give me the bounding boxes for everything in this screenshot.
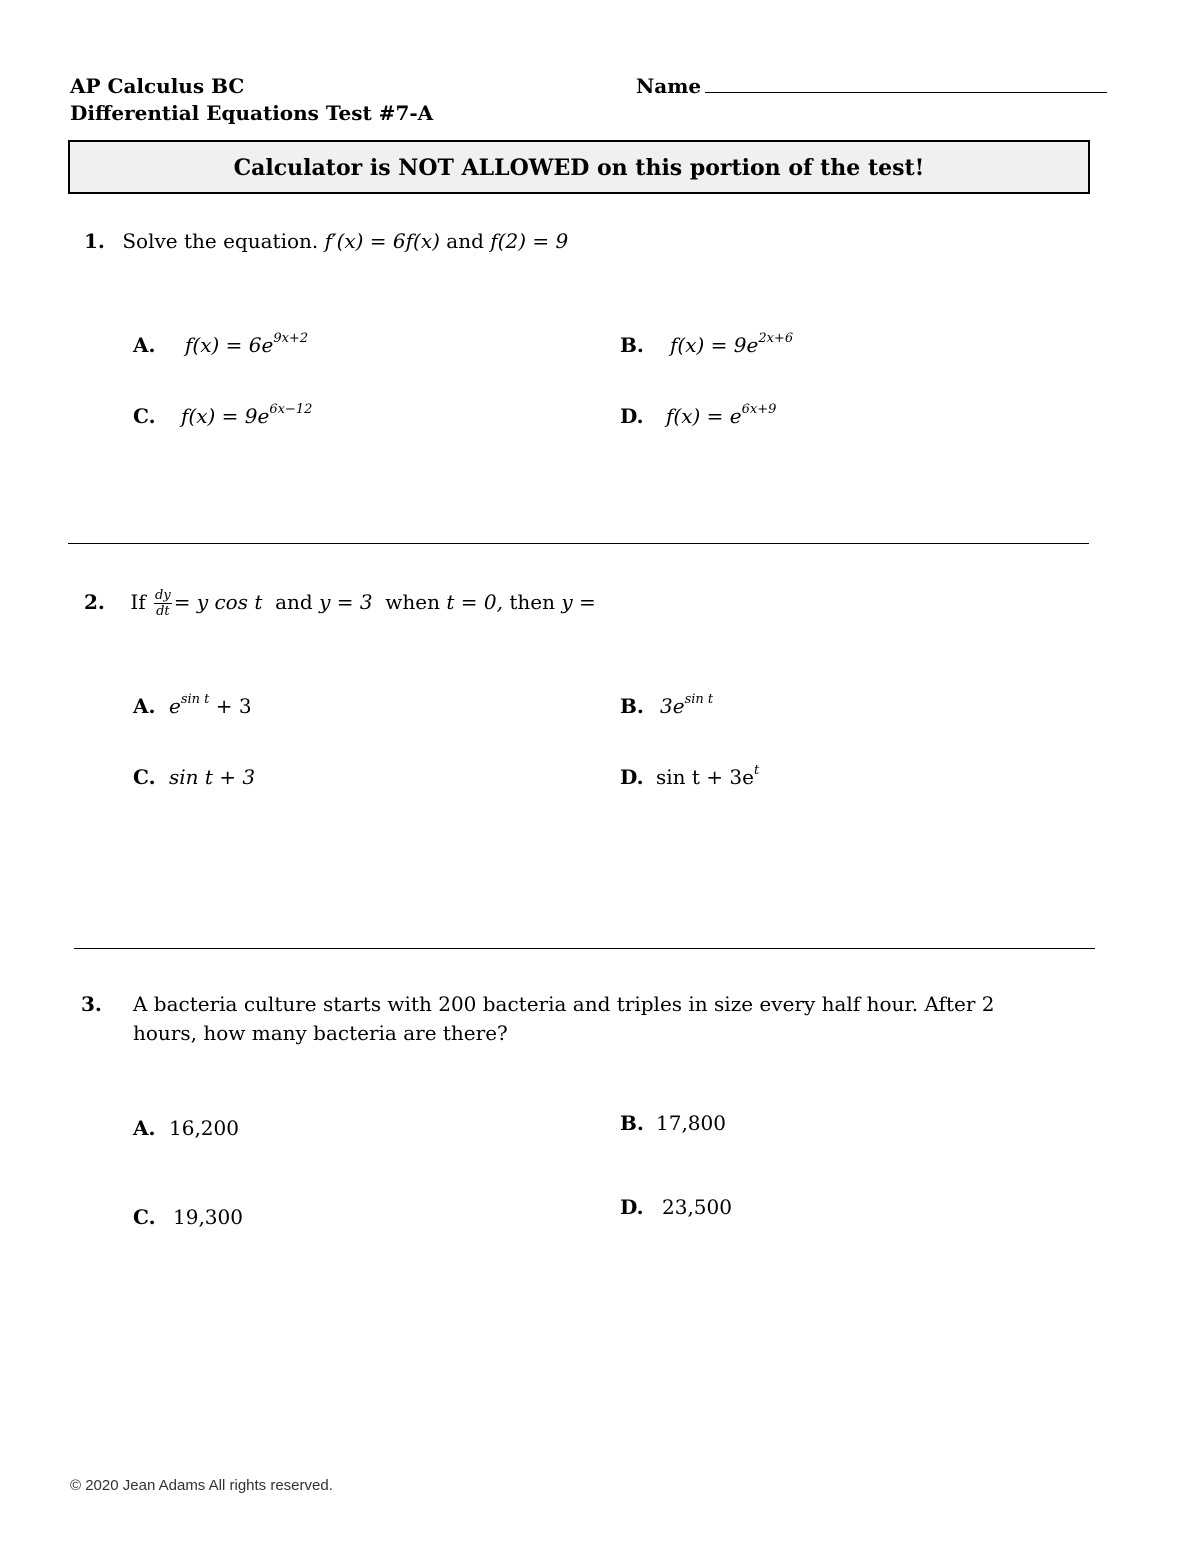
question-1-condition: f(2) = 9 (490, 229, 569, 253)
calculator-banner: Calculator is NOT ALLOWED on this portion of the test! (68, 140, 1090, 194)
name-field[interactable] (636, 74, 1107, 98)
question-number: 2. (84, 590, 105, 614)
option-letter: A. (133, 694, 156, 718)
option-text: f(x) = 6e (185, 333, 274, 357)
option-letter: B. (620, 333, 644, 357)
test-title: Differential Equations Test #7-A (70, 101, 434, 125)
option-exponent: 2x+6 (758, 331, 794, 346)
name-label: Name (636, 74, 702, 98)
q1-option-b[interactable] (620, 333, 793, 357)
q1-option-c[interactable] (133, 404, 312, 428)
derivative-fraction (154, 588, 172, 619)
option-letter: D. (620, 1195, 644, 1219)
option-text: f(x) = 9e (670, 333, 759, 357)
option-text: sin t + 3 (169, 765, 256, 789)
q1-option-d[interactable] (620, 404, 776, 428)
q3-option-d[interactable] (620, 1195, 732, 1219)
option-exponent: 6x−12 (269, 402, 313, 417)
option-letter: D. (620, 404, 644, 428)
fraction-numerator: dy (155, 588, 171, 603)
question-number: 3. (81, 992, 102, 1016)
question-3-text: A bacteria culture starts with 200 bacteria and triples in size every half hour. After 2 hours, how many bacteria are there? (133, 992, 995, 1045)
question-2-and: and (275, 590, 313, 614)
option-letter: B. (620, 1111, 644, 1135)
option-value: 16,200 (169, 1116, 239, 1140)
q3-option-b[interactable] (620, 1111, 726, 1135)
q1-option-a[interactable] (133, 333, 308, 357)
question-1 (84, 229, 568, 253)
option-letter: D. (620, 765, 644, 789)
question-1-and: and (446, 229, 484, 253)
option-value: 17,800 (656, 1111, 726, 1135)
q3-option-c[interactable] (133, 1205, 243, 1229)
question-2-if: If (130, 590, 146, 614)
q2-option-a[interactable] (133, 694, 252, 718)
option-letter: C. (133, 1205, 156, 1229)
question-2-when: when (385, 590, 440, 614)
option-letter: A. (133, 333, 156, 357)
divider (68, 543, 1089, 544)
option-exponent: sin t (180, 692, 210, 707)
name-blank-line[interactable] (705, 76, 1107, 93)
fraction-denominator: dt (156, 604, 170, 619)
option-exponent: sin t (684, 692, 714, 707)
option-value: 23,500 (662, 1195, 732, 1219)
option-letter: A. (133, 1116, 156, 1140)
question-2-result: y = (561, 590, 596, 614)
course-title: AP Calculus BC (70, 74, 245, 98)
option-text: e (169, 694, 181, 718)
option-text: sin t + 3e (656, 765, 754, 789)
question-2-condition-2: t = 0, (446, 590, 503, 614)
question-2-then: then (509, 590, 555, 614)
question-2-condition-1: y = 3 (319, 590, 373, 614)
question-1-equation: f′(x) = 6f(x) (324, 229, 440, 253)
q2-option-b[interactable] (620, 694, 713, 718)
question-1-prompt: Solve the equation. (122, 229, 319, 253)
option-exponent: 6x+9 (741, 402, 777, 417)
question-2-equation: = y cos t (173, 590, 263, 614)
option-letter: B. (620, 694, 644, 718)
copyright-footer: © 2020 Jean Adams All rights reserved. (70, 1477, 333, 1494)
option-exponent: 9x+2 (273, 331, 309, 346)
q2-option-d[interactable] (620, 765, 759, 789)
option-value: 19,300 (173, 1205, 243, 1229)
option-text: f(x) = 9e (181, 404, 270, 428)
option-letter: C. (133, 765, 156, 789)
option-text: f(x) = e (666, 404, 742, 428)
question-2 (84, 588, 596, 619)
option-exponent: t (753, 763, 760, 778)
question-number: 1. (84, 229, 105, 253)
divider (74, 948, 1095, 949)
question-3-number (81, 992, 102, 1016)
option-tail: + 3 (209, 694, 252, 718)
q2-option-c[interactable] (133, 765, 255, 789)
option-text: 3e (660, 694, 685, 718)
option-letter: C. (133, 404, 156, 428)
q3-option-a[interactable] (133, 1116, 239, 1140)
